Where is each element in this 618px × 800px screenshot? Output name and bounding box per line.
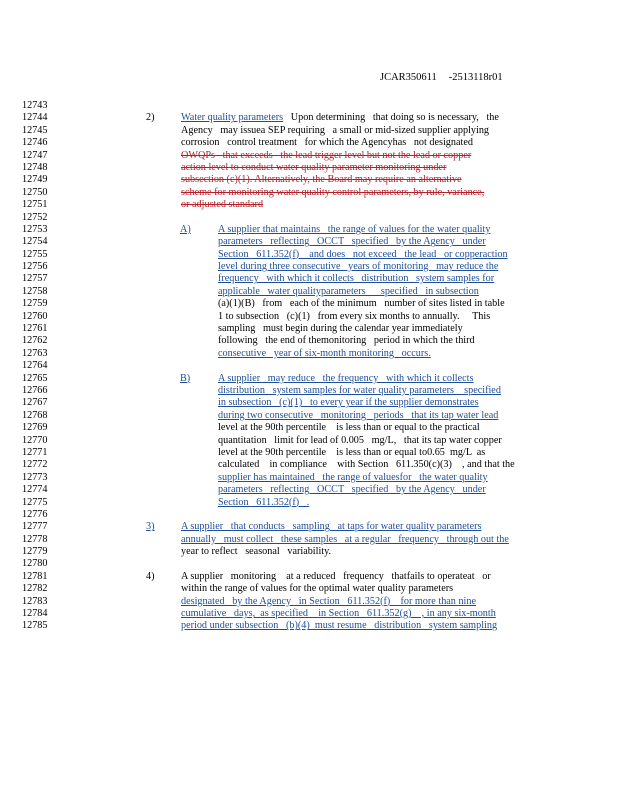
document-line (0, 596, 618, 608)
document-line (0, 373, 618, 385)
line-number: 12772 (22, 459, 48, 471)
text-segment: quantitation limit for lead of 0.005 mg/L, that its tap water copper (218, 434, 502, 446)
line-number: 12764 (22, 360, 48, 372)
line-text (181, 137, 473, 149)
line-text (218, 298, 505, 310)
line-number: 12781 (22, 570, 48, 582)
document-body (0, 100, 618, 633)
inserted-text: period under subsection (b)(4) must resume distribution system sampling (181, 620, 498, 632)
document-line (0, 397, 618, 409)
document-line (0, 435, 618, 447)
document-line (0, 162, 618, 174)
document-line (0, 422, 618, 434)
line-number: 12748 (22, 161, 48, 173)
document-line (0, 521, 618, 533)
line-text (218, 447, 485, 459)
inserted-text: parameters reflecting OCCT specified by the Agency under (218, 484, 486, 496)
document-line (0, 137, 618, 149)
inserted-text: supplier has maintained the range of valuesfor the water quality (218, 471, 488, 483)
inserted-text: A supplier may reduce the frequency with which it collects (218, 372, 474, 384)
line-number: 12757 (22, 273, 48, 285)
item-label: 4) (146, 570, 155, 582)
document-line (0, 224, 618, 236)
line-text (181, 521, 481, 533)
inserted-text: Section 611.352(f) . (218, 496, 310, 508)
line-number: 12775 (22, 496, 48, 508)
line-text (218, 249, 508, 261)
deleted-text: action level to conduct water quality parameter monitoring under (181, 161, 447, 173)
line-text (218, 335, 475, 347)
document-line (0, 571, 618, 583)
line-number: 12776 (22, 508, 48, 520)
line-number: 12771 (22, 446, 48, 458)
inserted-text: distribution system samples for water quality parameters specified (218, 384, 501, 396)
text-segment: within the range of values for the optimal water quality parameters (181, 583, 454, 595)
inserted-text: level during three consecutive years of monitoring may reduce the (218, 261, 499, 273)
line-text (218, 385, 501, 397)
line-number: 12751 (22, 199, 48, 211)
line-number: 12779 (22, 546, 48, 558)
line-number: 12746 (22, 137, 48, 149)
line-number: 12773 (22, 471, 48, 483)
text-segment: A supplier monitoring at a reduced frequency thatfails to operateat or (181, 570, 491, 582)
line-text (181, 199, 263, 211)
document-line (0, 150, 618, 162)
line-number: 12763 (22, 347, 48, 359)
line-text (218, 261, 498, 273)
line-number: 12784 (22, 608, 48, 620)
inserted-text: Water quality parameters (181, 112, 284, 124)
line-text (218, 484, 486, 496)
line-text (218, 224, 490, 236)
document-line (0, 212, 618, 224)
text-segment: level at the 90th percentile is less than or equal to0.65 mg/L as (218, 446, 486, 458)
line-text (218, 311, 490, 323)
text-segment: calculated in compliance with Section 611.350(c)(3) , and that the (218, 459, 515, 471)
document-line (0, 311, 618, 323)
line-number: 12770 (22, 434, 48, 446)
line-text (181, 150, 471, 162)
line-text (181, 571, 491, 583)
text-segment: corrosion control treatment for which the Agencyhas not designated (181, 137, 473, 149)
inserted-text: cumulative days, as specified in Section 611.352(g) , in any six-month (181, 608, 496, 620)
line-number: 12747 (22, 149, 48, 161)
line-number: 12778 (22, 533, 48, 545)
line-text (218, 286, 479, 298)
item-label: A) (180, 223, 191, 235)
deleted-text: or adjusted standard (181, 199, 264, 211)
inserted-text: annually must collect these samples at a regular frequency through out the (181, 533, 509, 545)
line-number: 12783 (22, 595, 48, 607)
line-number: 12761 (22, 323, 48, 335)
line-number: 12766 (22, 384, 48, 396)
document-line (0, 497, 618, 509)
line-number: 12755 (22, 248, 48, 260)
inserted-text: consecutive year of six-month monitoring occurs. (218, 347, 431, 359)
line-number: 12745 (22, 124, 48, 136)
line-text (181, 162, 446, 174)
deleted-text: subsection (c)(1). Alternatively, the Board may require an alternative (181, 174, 462, 186)
line-text (181, 112, 499, 124)
line-number: 12753 (22, 223, 48, 235)
text-segment: year to reflect seasonal variability. (181, 546, 332, 558)
item-label: B) (180, 372, 191, 384)
line-text (218, 459, 515, 471)
line-text (181, 546, 331, 558)
line-text (181, 534, 509, 546)
line-text (181, 125, 489, 137)
line-number: 12777 (22, 521, 48, 533)
document-line (0, 286, 618, 298)
line-text (218, 236, 486, 248)
document-line (0, 174, 618, 186)
document-line (0, 236, 618, 248)
inserted-text: applicable water qualityparameters specified in subsection (218, 285, 479, 297)
document-line (0, 249, 618, 261)
document-line (0, 546, 618, 558)
document-line (0, 620, 618, 632)
line-text (218, 435, 502, 447)
line-text (218, 373, 473, 385)
document-line (0, 323, 618, 335)
line-number: 12749 (22, 174, 48, 186)
line-text (181, 583, 453, 595)
line-number: 12765 (22, 372, 48, 384)
line-text (218, 348, 431, 360)
line-text (218, 422, 480, 434)
line-text (181, 596, 476, 608)
line-number: 12750 (22, 186, 48, 198)
inserted-text: parameters reflecting OCCT specified by the Agency under (218, 236, 486, 248)
document-line (0, 459, 618, 471)
document-header (380, 72, 503, 83)
line-text (218, 323, 463, 335)
line-number: 12754 (22, 236, 48, 248)
line-text (181, 620, 497, 632)
line-number: 12780 (22, 558, 48, 570)
document-line (0, 348, 618, 360)
document-line (0, 261, 618, 273)
item-label: 3) (146, 521, 155, 533)
line-text (181, 174, 462, 186)
line-number: 12759 (22, 298, 48, 310)
line-number: 12743 (22, 100, 48, 111)
line-text (181, 608, 496, 620)
document-line (0, 410, 618, 422)
line-text (218, 273, 494, 285)
document-line (0, 447, 618, 459)
line-text (218, 397, 479, 409)
text-segment: sampling must begin during the calendar year immediately (218, 323, 463, 335)
document-line (0, 509, 618, 521)
document-line (0, 112, 618, 124)
inserted-text: A supplier that conducts sampling at taps for water quality parameters (181, 521, 482, 533)
line-number: 12752 (22, 211, 48, 223)
text-segment: 1 to subsection (c)(1) from every six months to annually. This (218, 310, 491, 322)
line-number: 12768 (22, 409, 48, 421)
inserted-text: designated by the Agency in Section 611.352(f) for more than nine (181, 595, 476, 607)
document-version: -2513118r01 (448, 72, 503, 83)
text-segment: Agency may issuea SEP requiring a small or mid-sized supplier applying (181, 124, 490, 136)
document-line (0, 583, 618, 595)
line-text (218, 410, 498, 422)
line-number: 12774 (22, 484, 48, 496)
line-text (218, 497, 309, 509)
line-number: 12769 (22, 422, 48, 434)
text-segment: level at the 90th percentile is less than or equal to the practical (218, 422, 480, 434)
document-line (0, 100, 618, 112)
line-text (181, 187, 484, 199)
deleted-text: scheme for monitoring water quality control parameters, by rule, variance, (181, 186, 485, 198)
deleted-text: that exceeds the lead trigger level but not the lead or copper (214, 149, 472, 161)
document-line (0, 298, 618, 310)
line-number: 12785 (22, 620, 48, 632)
document-line (0, 558, 618, 570)
document-line (0, 385, 618, 397)
document-line (0, 472, 618, 484)
inserted-text: A supplier that maintains the range of values for the water quality (218, 223, 491, 235)
document-line (0, 187, 618, 199)
line-number: 12744 (22, 112, 48, 124)
inserted-text: during two consecutive monitoring periods that its tap water lead (218, 409, 499, 421)
document-line (0, 125, 618, 137)
document-line (0, 360, 618, 372)
line-number: 12758 (22, 285, 48, 297)
document-line (0, 335, 618, 347)
inserted-text: frequency with which it collects distribution system samples for (218, 273, 495, 285)
document-line (0, 484, 618, 496)
line-number: 12767 (22, 397, 48, 409)
document-line (0, 534, 618, 546)
deleted-text: OWQPs (181, 149, 215, 161)
inserted-text: Section 611.352(f) and does not exceed the lead or copperaction (218, 248, 508, 260)
line-text (218, 472, 488, 484)
line-number: 12762 (22, 335, 48, 347)
line-number: 12756 (22, 261, 48, 273)
item-label: 2) (146, 112, 155, 124)
document-line (0, 199, 618, 211)
document-line (0, 273, 618, 285)
text-segment: following the end of themonitoring period in which the third (218, 335, 475, 347)
line-number: 12782 (22, 583, 48, 595)
document-id: JCAR350611 (380, 72, 437, 83)
text-segment: (a)(1)(B) from each of the minimum number of sites listed in table (218, 298, 505, 310)
document-line (0, 608, 618, 620)
line-number: 12760 (22, 310, 48, 322)
text-segment: Upon determining that doing so is necessary, the (283, 112, 499, 124)
inserted-text: in subsection (c)(1) to every year if the supplier demonstrates (218, 397, 479, 409)
